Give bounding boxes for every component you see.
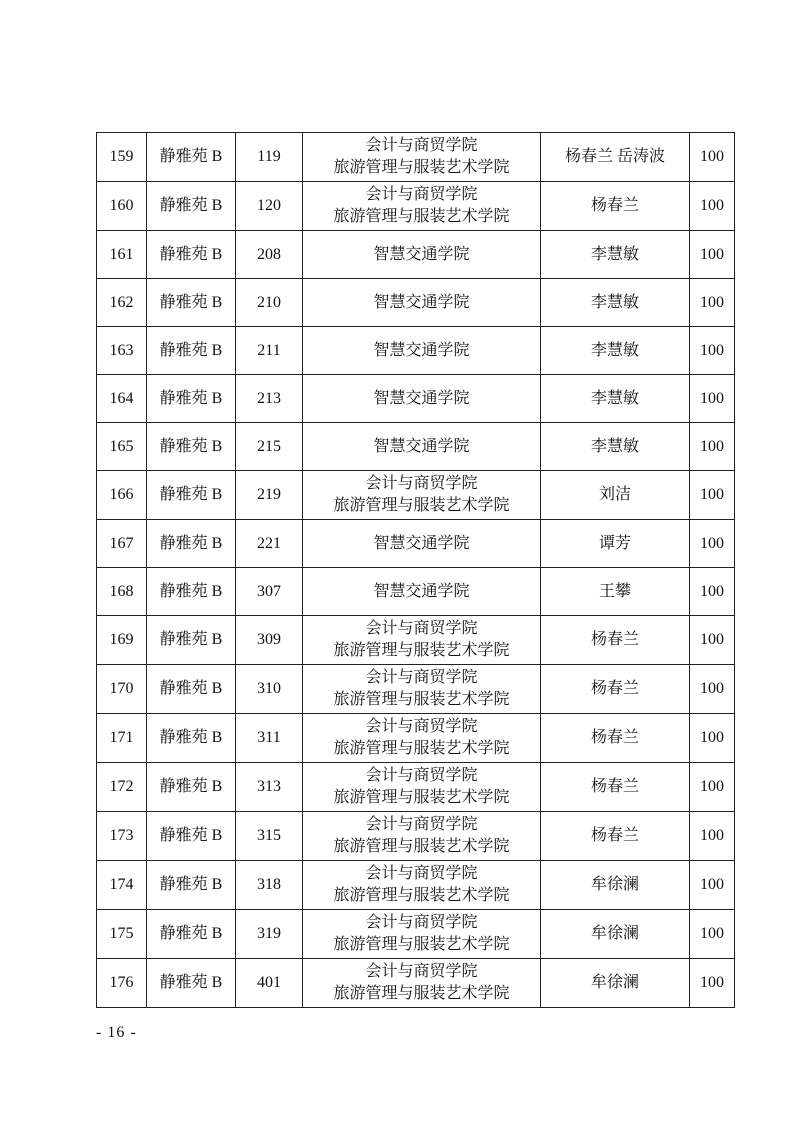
table-row (97, 471, 735, 520)
cell-person: 李慧敏 (541, 231, 690, 279)
cell-person: 杨春兰 (541, 665, 690, 714)
table-row (97, 133, 735, 182)
cell-room: 215 (236, 423, 303, 471)
cell-building: 静雅苑 B (147, 279, 236, 327)
cell-no: 171 (97, 714, 147, 763)
college-name: 旅游管理与服装艺术学院 (333, 936, 510, 953)
cell-room: 221 (236, 520, 303, 568)
table-row (97, 959, 735, 1008)
table-row (97, 568, 735, 616)
college-name: 智慧交通学院 (373, 293, 470, 311)
table-row (97, 861, 735, 910)
cell-score: 100 (690, 861, 735, 910)
cell-score: 100 (690, 714, 735, 763)
cell-no: 159 (97, 133, 147, 182)
cell-no: 173 (97, 812, 147, 861)
cell-person: 李慧敏 (541, 279, 690, 327)
cell-person: 牟徐澜 (541, 910, 690, 959)
cell-person: 李慧敏 (541, 423, 690, 471)
cell-person: 牟徐澜 (541, 861, 690, 910)
table-row (97, 231, 735, 279)
cell-no: 169 (97, 616, 147, 665)
cell-score: 100 (690, 375, 735, 423)
cell-score: 100 (690, 910, 735, 959)
cell-building: 静雅苑 B (147, 910, 236, 959)
cell-college (303, 423, 541, 471)
cell-college (303, 568, 541, 616)
table-row (97, 182, 735, 231)
college-name: 会计与商贸学院 (365, 816, 478, 833)
college-name: 会计与商贸学院 (365, 963, 478, 980)
cell-score: 100 (690, 471, 735, 520)
cell-score: 100 (690, 763, 735, 812)
cell-score: 100 (690, 812, 735, 861)
table-row (97, 327, 735, 375)
cell-no: 165 (97, 423, 147, 471)
cell-room: 208 (236, 231, 303, 279)
cell-person: 杨春兰 (541, 714, 690, 763)
cell-college (303, 812, 541, 861)
table-row (97, 665, 735, 714)
cell-score: 100 (690, 665, 735, 714)
cell-no: 172 (97, 763, 147, 812)
college-name: 智慧交通学院 (373, 389, 470, 407)
table-row (97, 423, 735, 471)
college-name: 会计与商贸学院 (365, 669, 478, 686)
college-name: 会计与商贸学院 (365, 186, 478, 203)
table-row (97, 616, 735, 665)
cell-room: 210 (236, 279, 303, 327)
cell-college (303, 133, 541, 182)
inspection-table (96, 132, 735, 1008)
cell-score: 100 (690, 182, 735, 231)
college-name: 旅游管理与服装艺术学院 (333, 740, 510, 757)
table-row (97, 375, 735, 423)
cell-room: 310 (236, 665, 303, 714)
cell-no: 170 (97, 665, 147, 714)
page-number: - 16 - (96, 1024, 137, 1041)
cell-score: 100 (690, 279, 735, 327)
cell-score: 100 (690, 568, 735, 616)
cell-person: 李慧敏 (541, 327, 690, 375)
cell-person: 杨春兰 (541, 182, 690, 231)
cell-college (303, 279, 541, 327)
cell-no: 161 (97, 231, 147, 279)
cell-college (303, 763, 541, 812)
college-name: 旅游管理与服装艺术学院 (333, 887, 510, 904)
cell-room: 309 (236, 616, 303, 665)
cell-room: 315 (236, 812, 303, 861)
cell-no: 176 (97, 959, 147, 1008)
cell-college (303, 910, 541, 959)
college-name: 旅游管理与服装艺术学院 (333, 208, 510, 225)
table-row (97, 763, 735, 812)
cell-building: 静雅苑 B (147, 959, 236, 1008)
table-row (97, 520, 735, 568)
cell-score: 100 (690, 133, 735, 182)
college-name: 旅游管理与服装艺术学院 (333, 985, 510, 1002)
cell-building: 静雅苑 B (147, 327, 236, 375)
cell-person: 牟徐澜 (541, 959, 690, 1008)
cell-college (303, 520, 541, 568)
cell-score: 100 (690, 520, 735, 568)
table-row (97, 279, 735, 327)
college-name: 会计与商贸学院 (365, 914, 478, 931)
college-name: 智慧交通学院 (373, 341, 470, 359)
cell-college (303, 616, 541, 665)
cell-building: 静雅苑 B (147, 812, 236, 861)
table-row (97, 910, 735, 959)
cell-person: 杨春兰 岳涛波 (541, 133, 690, 182)
college-name: 智慧交通学院 (373, 582, 470, 600)
cell-room: 319 (236, 910, 303, 959)
cell-room: 219 (236, 471, 303, 520)
cell-person: 李慧敏 (541, 375, 690, 423)
cell-person: 杨春兰 (541, 812, 690, 861)
cell-no: 162 (97, 279, 147, 327)
cell-building: 静雅苑 B (147, 763, 236, 812)
cell-room: 318 (236, 861, 303, 910)
cell-college (303, 959, 541, 1008)
college-name: 旅游管理与服装艺术学院 (333, 159, 510, 176)
cell-no: 175 (97, 910, 147, 959)
cell-no: 166 (97, 471, 147, 520)
cell-person: 谭芳 (541, 520, 690, 568)
table-row (97, 812, 735, 861)
cell-room: 313 (236, 763, 303, 812)
cell-building: 静雅苑 B (147, 182, 236, 231)
college-name: 会计与商贸学院 (365, 475, 478, 492)
college-name: 旅游管理与服装艺术学院 (333, 642, 510, 659)
college-name: 旅游管理与服装艺术学院 (333, 789, 510, 806)
college-name: 智慧交通学院 (373, 245, 470, 263)
cell-building: 静雅苑 B (147, 471, 236, 520)
cell-room: 120 (236, 182, 303, 231)
cell-no: 160 (97, 182, 147, 231)
cell-room: 307 (236, 568, 303, 616)
cell-room: 401 (236, 959, 303, 1008)
college-name: 旅游管理与服装艺术学院 (333, 838, 510, 855)
table-row (97, 714, 735, 763)
college-name: 会计与商贸学院 (365, 137, 478, 154)
table-body (97, 133, 735, 1008)
college-name: 智慧交通学院 (373, 437, 470, 455)
college-name: 旅游管理与服装艺术学院 (333, 497, 510, 514)
cell-room: 311 (236, 714, 303, 763)
cell-room: 119 (236, 133, 303, 182)
cell-room: 213 (236, 375, 303, 423)
cell-building: 静雅苑 B (147, 665, 236, 714)
cell-college (303, 861, 541, 910)
cell-person: 杨春兰 (541, 616, 690, 665)
cell-building: 静雅苑 B (147, 423, 236, 471)
cell-building: 静雅苑 B (147, 520, 236, 568)
cell-college (303, 231, 541, 279)
cell-no: 163 (97, 327, 147, 375)
college-name: 会计与商贸学院 (365, 865, 478, 882)
college-name: 会计与商贸学院 (365, 718, 478, 735)
cell-college (303, 375, 541, 423)
cell-person: 杨春兰 (541, 763, 690, 812)
cell-building: 静雅苑 B (147, 616, 236, 665)
college-name: 会计与商贸学院 (365, 620, 478, 637)
cell-no: 174 (97, 861, 147, 910)
cell-building: 静雅苑 B (147, 375, 236, 423)
cell-college (303, 182, 541, 231)
cell-college (303, 714, 541, 763)
cell-score: 100 (690, 327, 735, 375)
cell-score: 100 (690, 616, 735, 665)
cell-score: 100 (690, 231, 735, 279)
cell-building: 静雅苑 B (147, 714, 236, 763)
cell-no: 168 (97, 568, 147, 616)
cell-room: 211 (236, 327, 303, 375)
cell-score: 100 (690, 959, 735, 1008)
cell-no: 167 (97, 520, 147, 568)
cell-no: 164 (97, 375, 147, 423)
cell-building: 静雅苑 B (147, 568, 236, 616)
cell-college (303, 327, 541, 375)
cell-person: 刘洁 (541, 471, 690, 520)
cell-building: 静雅苑 B (147, 231, 236, 279)
cell-score: 100 (690, 423, 735, 471)
college-name: 旅游管理与服装艺术学院 (333, 691, 510, 708)
cell-college (303, 665, 541, 714)
cell-college (303, 471, 541, 520)
college-name: 会计与商贸学院 (365, 767, 478, 784)
cell-building: 静雅苑 B (147, 133, 236, 182)
college-name: 智慧交通学院 (373, 534, 470, 552)
cell-building: 静雅苑 B (147, 861, 236, 910)
cell-person: 王攀 (541, 568, 690, 616)
